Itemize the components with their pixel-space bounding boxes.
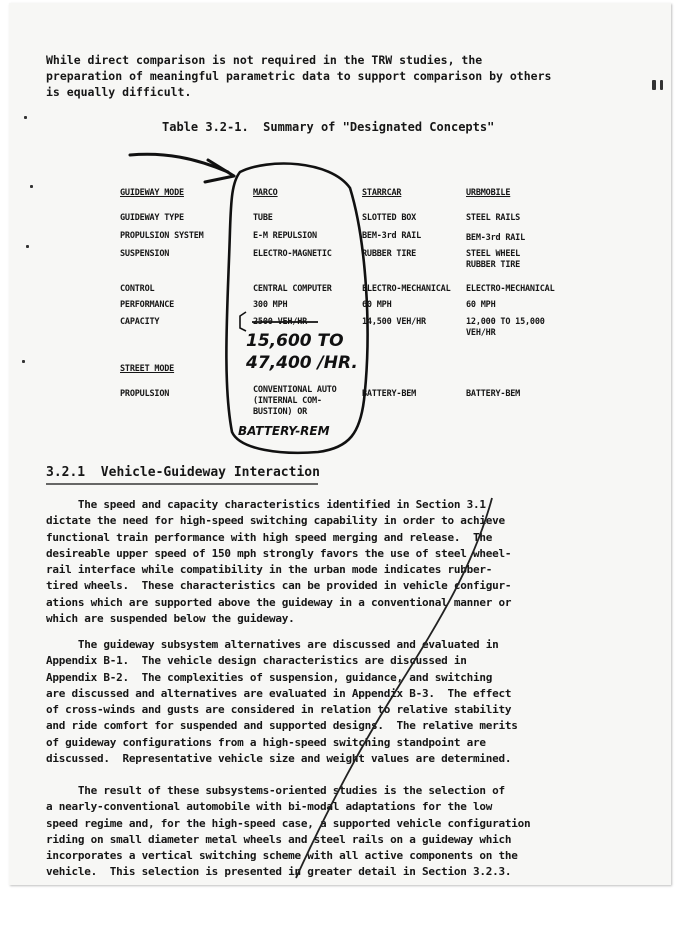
table-row-label: GUIDEWAY TYPE [120,213,184,223]
table-row-label: PROPULSION [120,389,170,399]
scan-speck [30,185,33,188]
table-cell: E-M REPULSION [253,231,317,241]
table-cell: ELECTRO-MAGNETIC [253,249,332,259]
table-cell: 12,000 TO 15,000 VEH/HR [466,317,545,338]
scan-speck [660,80,663,90]
table-cell: BATTERY-BEM [466,389,521,399]
table-cell: 14,500 VEH/HR [362,317,426,327]
table-cell: CENTRAL COMPUTER [253,284,332,294]
table-cell: TUBE [253,213,273,223]
section-heading: 3.2.1 Vehicle-Guideway Interaction [46,465,320,480]
table-caption: Table 3.2-1. Summary of "Designated Concepts" [162,120,495,134]
intro-line-3: is equally difficult. [46,85,192,99]
handwritten-battery-note: BATTERY-REM [238,424,330,438]
table-header-marco: MARCO [253,188,278,198]
table-cell: ELECTRO-MECHANICAL [362,284,451,294]
table-cell: STEEL RAILS [466,213,521,223]
handwritten-capacity-note: 15,600 TO 47,400 /HR. [246,331,358,373]
table-cell: STEEL WHEEL RUBBER TIRE [466,249,521,270]
table-header-urbmobile: URBMOBILE [466,188,511,198]
scan-speck [652,80,656,90]
table-cell: 60 MPH [466,300,496,310]
table-cell: ELECTRO-MECHANICAL [466,284,555,294]
table-row-label: CAPACITY [120,317,160,327]
intro-line-1: While direct comparison is not required in the TRW studies, the [46,53,483,67]
table-cell: 60 MPH [362,300,392,310]
paragraph-3: The result of these subsystems-oriented studies is the selection of a nearly-conventional automobile with bi-modal adaptations for the low speed regime and, for the high-speed case, a supported vehicle configuration riding on small diameter metal wheels and steel rails on a guideway which incorporates a vertical switching scheme with all active components on the vehicle. This selection is presented in greater detail in Section 3.2.3. [46,784,531,879]
table-row-label: CONTROL [120,284,155,294]
table-row-label: SUSPENSION [120,249,170,259]
table-row-label: PERFORMANCE [120,300,175,310]
table-cell-struck: 2500 VEH/HR [253,317,308,327]
paragraph-2: The guideway subsystem alternatives are discussed and evaluated in Appendix B-1. The vehicle design characteristics are discussed in Appendix B-2. The complexities of suspension, guidance, and switching are discussed and alternatives are evaluated in Appendix B-3. The effect of cross-winds and gusts are considered in relation to relative stability and ride comfort for suspended and supported designs. The relative merits of guideway configurations from a high-speed switching standpoint are discussed. Representative vehicle size and weight values are determined. [46,638,518,766]
table-cell: SLOTTED BOX [362,213,417,223]
scan-speck [26,245,29,248]
scan-speck [22,360,25,363]
table-cell: CONVENTIONAL AUTO (INTERNAL COM- BUSTION) OR [253,385,337,417]
intro-line-2: preparation of meaningful parametric data to support comparison by others [46,69,552,83]
table-header-guideway-mode: GUIDEWAY MODE [120,188,184,198]
street-mode-label: STREET MODE [120,364,175,374]
table-cell: 300 MPH [253,300,288,310]
table-cell: BATTERY-BEM [362,389,417,399]
table-cell: RUBBER TIRE [362,249,417,259]
paragraph-1: The speed and capacity characteristics identified in Section 3.1 dictate the need for high-speed switching capability in order to achieve functional train performance with high speed merging and release. The desireable upper speed of 150 mph strongly favors the use of steel wheel- rail interface while compatibility in the urban mode indicates rubber- tired wheels. These characteristics can be provided in vehicle configur- ations which are supported above the guideway in a conventional manner or which are suspended below the guideway. [46,498,512,626]
table-row-label: PROPULSION SYSTEM [120,231,204,241]
table-header-starrcar: STARRCAR [362,188,402,198]
table-cell: BEM-3rd RAIL [466,233,526,243]
table-cell: BEM-3rd RAIL [362,231,422,241]
scan-speck [24,116,27,119]
